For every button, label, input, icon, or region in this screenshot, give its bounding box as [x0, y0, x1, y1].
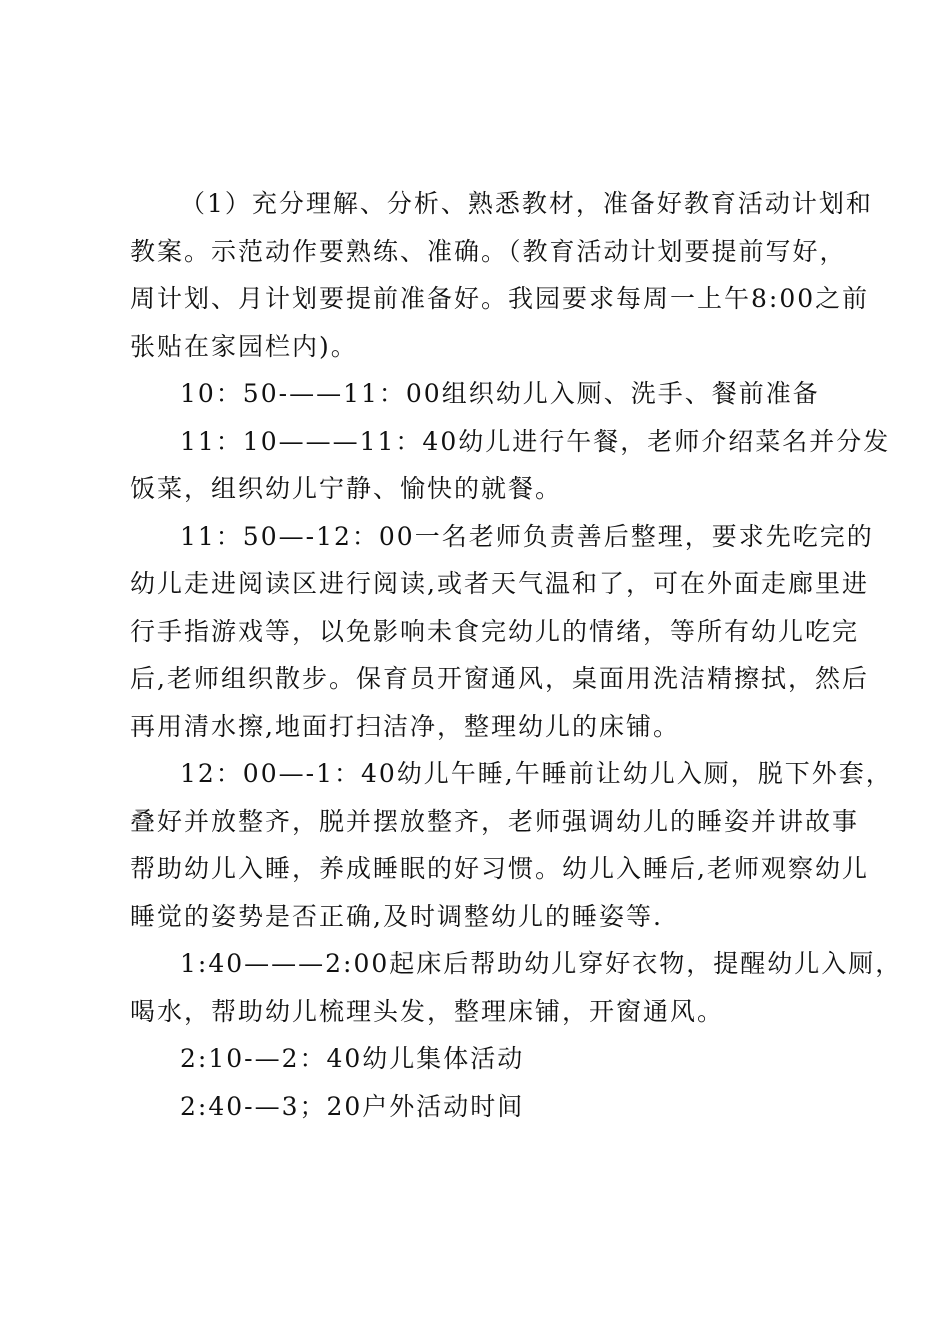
text-line: 1:40———2:00起床后帮助幼儿穿好衣物，提醒幼儿入厕，: [180, 949, 903, 978]
text-line: 喝水，帮助幼儿梳理头发，整理床铺，开窗通风。: [130, 996, 725, 1026]
text-line: 后,老师组织散步。保育员开窗通风，桌面用洗洁精擦拭，然后: [130, 664, 869, 693]
paragraph-teaching-prep: [130, 180, 873, 370]
paragraph-schedule-1050: [130, 370, 835, 418]
text-line: 12：00—-1：40幼儿午睡,午睡前让幼儿入厕，脱下外套，: [180, 759, 893, 788]
paragraph-schedule-group-activity: [130, 1035, 835, 1083]
text-line: 张贴在家园栏内)。: [130, 331, 358, 361]
text-line: 2:40-—3；20户外活动时间: [180, 1091, 525, 1121]
text-line: 再用清水擦,地面打扫洁净，整理幼儿的床铺。: [130, 711, 680, 741]
text-line: 10：50-——11：00组织幼儿入厕、洗手、餐前准备: [180, 379, 820, 408]
text-line: 教案。示范动作要熟练、准确。（教育活动计划要提前写好，: [130, 236, 847, 266]
paragraph-schedule-lunch: [130, 418, 891, 513]
text-line: 2:10-—2：40幼儿集体活动: [180, 1044, 525, 1073]
text-line: （1）充分理解、分析、熟悉教材，准备好教育活动计划和: [180, 189, 873, 218]
text-line: 幼儿走进阅读区进行阅读,或者天气温和了，可在外面走廊里进: [130, 569, 869, 598]
text-line: 周计划、月计划要提前准备好。我园要求每周一上午8:00之前: [130, 284, 870, 313]
text-line: 11：10———11：40幼儿进行午餐，老师介绍菜名并分发: [180, 426, 891, 456]
paragraph-schedule-cleanup: [130, 513, 874, 751]
text-line: 行手指游戏等，以免影响未食完幼儿的情绪，等所有幼儿吃完: [130, 616, 860, 646]
text-line: 11：50—-12：00一名老师负责善后整理，要求先吃完的: [180, 521, 874, 551]
document-body: [130, 180, 903, 1130]
text-line: 叠好并放整齐，脱并摆放整齐，老师强调幼儿的睡姿并讲故事: [130, 806, 860, 836]
paragraph-schedule-outdoor: [130, 1083, 835, 1131]
paragraph-schedule-wakeup: [130, 940, 903, 1035]
text-line: 饭菜，组织幼儿宁静、愉快的就餐。: [130, 474, 563, 503]
paragraph-schedule-nap: [130, 750, 893, 940]
text-line: 睡觉的姿势是否正确,及时调整幼儿的睡姿等.: [130, 901, 663, 931]
text-line: 帮助幼儿入睡，养成睡眠的好习惯。幼儿入睡后,老师观察幼儿: [130, 854, 869, 883]
